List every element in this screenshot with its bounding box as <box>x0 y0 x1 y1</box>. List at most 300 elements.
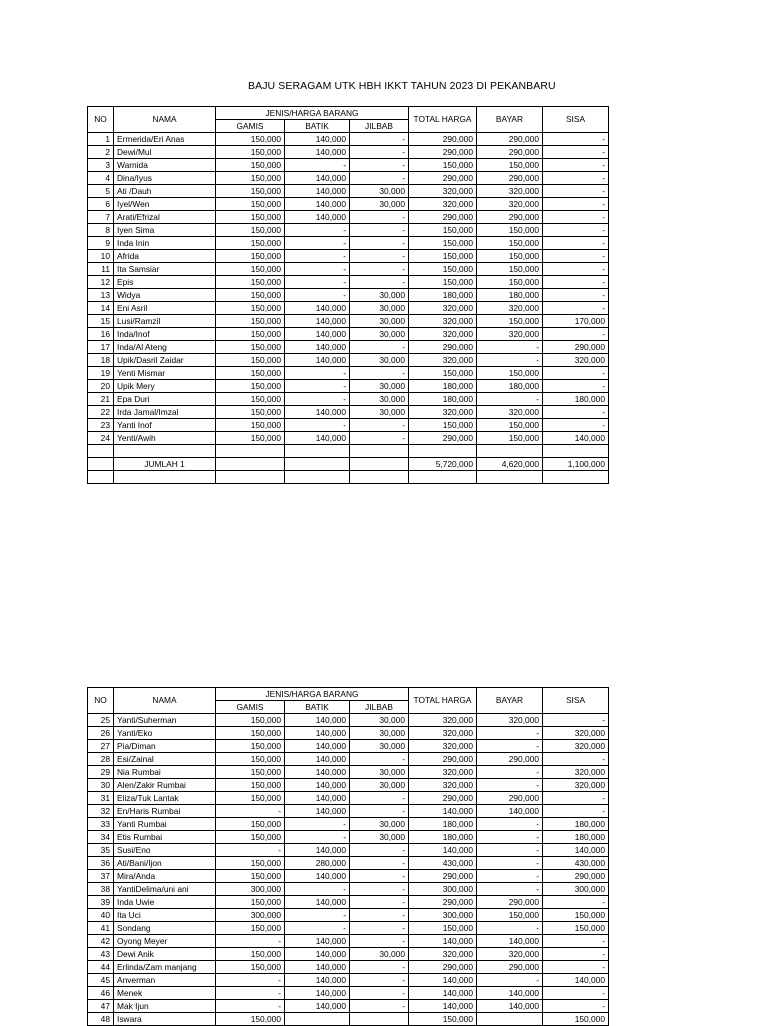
cell-jilbab: 30,000 <box>350 302 409 315</box>
cell-total: 180,000 <box>409 289 477 302</box>
cell-jilbab: - <box>350 1000 409 1013</box>
cell-jilbab: - <box>350 792 409 805</box>
blank-row <box>88 445 609 458</box>
table-row <box>88 883 609 896</box>
cell-batik: 140,000 <box>285 779 350 792</box>
header-jenis-harga: JENIS/HARGA BARANG <box>216 107 409 120</box>
cell-no: 27 <box>88 740 114 753</box>
cell-bayar: 150,000 <box>477 276 543 289</box>
cell-batik: 140,000 <box>285 328 350 341</box>
cell-gamis: 150,000 <box>216 393 285 406</box>
cell-total: 320,000 <box>409 354 477 367</box>
cell-sisa: 140,000 <box>543 974 609 987</box>
cell-jilbab: 30,000 <box>350 198 409 211</box>
cell-sisa: 170,000 <box>543 315 609 328</box>
cell-nama: Yanti Inof <box>114 419 216 432</box>
cell-jilbab: 30,000 <box>350 766 409 779</box>
cell-sisa: - <box>543 380 609 393</box>
cell-nama: Inda/Inof <box>114 328 216 341</box>
cell-no: 32 <box>88 805 114 818</box>
cell-nama: Upik/Dasril Zaidar <box>114 354 216 367</box>
table-row <box>88 393 609 406</box>
cell-nama: Esi/Zainal <box>114 753 216 766</box>
cell-bayar: 290,000 <box>477 172 543 185</box>
cell-no: 35 <box>88 844 114 857</box>
cell-total: 320,000 <box>409 727 477 740</box>
cell-no: 19 <box>88 367 114 380</box>
cell-gamis: 150,000 <box>216 753 285 766</box>
cell-batik: 140,000 <box>285 133 350 146</box>
table-row <box>88 766 609 779</box>
cell-jilbab: 30,000 <box>350 948 409 961</box>
cell-total: 140,000 <box>409 935 477 948</box>
cell-nama: Susi/Eno <box>114 844 216 857</box>
cell-jilbab: - <box>350 250 409 263</box>
cell-jilbab: - <box>350 237 409 250</box>
table-row <box>88 354 609 367</box>
cell-nama: Yenti Mismar <box>114 367 216 380</box>
cell-batik: - <box>285 419 350 432</box>
cell-batik: 140,000 <box>285 302 350 315</box>
cell-bayar: 290,000 <box>477 133 543 146</box>
cell-no: 12 <box>88 276 114 289</box>
cell-gamis: 150,000 <box>216 276 285 289</box>
cell-sisa: - <box>543 805 609 818</box>
cell-total: 150,000 <box>409 250 477 263</box>
header-sisa: SISA <box>543 688 609 714</box>
cell-no: 40 <box>88 909 114 922</box>
cell-gamis: 150,000 <box>216 818 285 831</box>
table-row <box>88 276 609 289</box>
cell-no: 44 <box>88 961 114 974</box>
cell-jilbab: - <box>350 753 409 766</box>
cell-batik: - <box>285 831 350 844</box>
cell-gamis: 150,000 <box>216 263 285 276</box>
cell-total: 180,000 <box>409 831 477 844</box>
cell-total: 290,000 <box>409 133 477 146</box>
cell-no: 8 <box>88 224 114 237</box>
cell-gamis: 150,000 <box>216 1013 285 1026</box>
table-row <box>88 237 609 250</box>
cell-bayar: 150,000 <box>477 159 543 172</box>
header-sisa: SISA <box>543 107 609 133</box>
cell-no: 7 <box>88 211 114 224</box>
cell-no: 21 <box>88 393 114 406</box>
cell-batik: 140,000 <box>285 766 350 779</box>
cell-total: 320,000 <box>409 328 477 341</box>
cell-gamis: 150,000 <box>216 250 285 263</box>
cell-batik: 140,000 <box>285 935 350 948</box>
cell-gamis: 150,000 <box>216 766 285 779</box>
cell-gamis: 150,000 <box>216 302 285 315</box>
cell-no: 6 <box>88 198 114 211</box>
table-2-body <box>88 714 609 1026</box>
table-row <box>88 844 609 857</box>
cell-total: 140,000 <box>409 1000 477 1013</box>
cell-bayar: 320,000 <box>477 328 543 341</box>
cell-batik: - <box>285 237 350 250</box>
cell-no: 22 <box>88 406 114 419</box>
cell-no: 28 <box>88 753 114 766</box>
cell-batik: - <box>285 922 350 935</box>
table-row <box>88 753 609 766</box>
cell-no: 31 <box>88 792 114 805</box>
cell-sisa: - <box>543 133 609 146</box>
cell-batik: - <box>285 818 350 831</box>
cell-total: 430,000 <box>409 857 477 870</box>
cell-sisa: - <box>543 961 609 974</box>
cell-batik: 140,000 <box>285 844 350 857</box>
cell-batik: 140,000 <box>285 714 350 727</box>
cell-bayar: 320,000 <box>477 714 543 727</box>
summary-bayar: 4,620,000 <box>477 458 543 471</box>
table-row <box>88 909 609 922</box>
cell-jilbab: - <box>350 896 409 909</box>
cell-gamis: 150,000 <box>216 961 285 974</box>
cell-total: 290,000 <box>409 211 477 224</box>
cell-total: 140,000 <box>409 974 477 987</box>
cell-gamis: 150,000 <box>216 857 285 870</box>
cell-nama: Yenti/Awih <box>114 432 216 445</box>
cell-jilbab: - <box>350 211 409 224</box>
cell-sisa: - <box>543 714 609 727</box>
table-row <box>88 948 609 961</box>
cell-gamis: 150,000 <box>216 198 285 211</box>
cell-no: 10 <box>88 250 114 263</box>
table-row <box>88 419 609 432</box>
table-row <box>88 961 609 974</box>
cell-batik: 140,000 <box>285 974 350 987</box>
cell-gamis: - <box>216 1000 285 1013</box>
cell-gamis: 150,000 <box>216 172 285 185</box>
header-nama: NAMA <box>114 688 216 714</box>
cell-batik: 140,000 <box>285 185 350 198</box>
cell-total: 150,000 <box>409 367 477 380</box>
cell-bayar: 150,000 <box>477 909 543 922</box>
cell-no: 17 <box>88 341 114 354</box>
cell-batik: - <box>285 393 350 406</box>
cell-bayar: - <box>477 883 543 896</box>
cell-bayar: 290,000 <box>477 896 543 909</box>
table-row <box>88 133 609 146</box>
cell-total: 320,000 <box>409 779 477 792</box>
cell-bayar: - <box>477 857 543 870</box>
cell-bayar: 180,000 <box>477 380 543 393</box>
cell-nama: Iyel/Wen <box>114 198 216 211</box>
cell-bayar: 140,000 <box>477 987 543 1000</box>
cell-bayar: 290,000 <box>477 211 543 224</box>
cell-total: 150,000 <box>409 159 477 172</box>
order-table-2 <box>87 687 609 1026</box>
table-row <box>88 367 609 380</box>
cell-gamis: 150,000 <box>216 133 285 146</box>
cell-jilbab: 30,000 <box>350 354 409 367</box>
cell-batik: - <box>285 224 350 237</box>
cell-bayar: - <box>477 831 543 844</box>
cell-sisa: - <box>543 172 609 185</box>
table-row <box>88 779 609 792</box>
cell-jilbab: - <box>350 870 409 883</box>
cell-total: 150,000 <box>409 263 477 276</box>
cell-jilbab: 30,000 <box>350 393 409 406</box>
cell-nama: Anverman <box>114 974 216 987</box>
cell-batik: 140,000 <box>285 870 350 883</box>
cell-bayar: - <box>477 870 543 883</box>
cell-gamis: 150,000 <box>216 289 285 302</box>
table-row <box>88 302 609 315</box>
cell-no: 15 <box>88 315 114 328</box>
cell-total: 150,000 <box>409 276 477 289</box>
cell-jilbab: - <box>350 432 409 445</box>
cell-bayar: - <box>477 818 543 831</box>
cell-sisa: - <box>543 302 609 315</box>
cell-gamis: 150,000 <box>216 727 285 740</box>
table-row <box>88 198 609 211</box>
cell-sisa: 150,000 <box>543 909 609 922</box>
cell-sisa: 290,000 <box>543 341 609 354</box>
table-1-footer <box>88 445 609 484</box>
cell-gamis: 150,000 <box>216 380 285 393</box>
cell-jilbab: 30,000 <box>350 328 409 341</box>
cell-total: 150,000 <box>409 922 477 935</box>
cell-jilbab: - <box>350 224 409 237</box>
cell-jilbab: 30,000 <box>350 289 409 302</box>
cell-batik: 140,000 <box>285 1000 350 1013</box>
cell-no: 5 <box>88 185 114 198</box>
cell-batik: 140,000 <box>285 727 350 740</box>
table-row <box>88 922 609 935</box>
summary-sisa: 1,100,000 <box>543 458 609 471</box>
cell-jilbab: - <box>350 341 409 354</box>
header-batik: BATIK <box>285 701 350 714</box>
cell-total: 290,000 <box>409 341 477 354</box>
table-row <box>88 805 609 818</box>
cell-jilbab: - <box>350 935 409 948</box>
blank-row <box>88 471 609 484</box>
cell-nama: Sondang <box>114 922 216 935</box>
cell-nama: Alen/Zakir Rumbai <box>114 779 216 792</box>
cell-total: 320,000 <box>409 198 477 211</box>
cell-bayar: - <box>477 974 543 987</box>
header-bayar: BAYAR <box>477 107 543 133</box>
cell-batik: 140,000 <box>285 315 350 328</box>
cell-sisa: - <box>543 185 609 198</box>
cell-nama: Mira/Anda <box>114 870 216 883</box>
cell-gamis: 150,000 <box>216 224 285 237</box>
cell-gamis: 150,000 <box>216 367 285 380</box>
cell-bayar: 150,000 <box>477 432 543 445</box>
cell-gamis: 150,000 <box>216 419 285 432</box>
cell-gamis: 150,000 <box>216 237 285 250</box>
cell-jilbab: - <box>350 961 409 974</box>
cell-bayar: 150,000 <box>477 224 543 237</box>
cell-total: 290,000 <box>409 172 477 185</box>
cell-nama: Afrida <box>114 250 216 263</box>
cell-total: 320,000 <box>409 766 477 779</box>
cell-bayar: 290,000 <box>477 792 543 805</box>
cell-bayar: - <box>477 354 543 367</box>
header-nama: NAMA <box>114 107 216 133</box>
cell-batik: - <box>285 380 350 393</box>
cell-bayar: - <box>477 844 543 857</box>
cell-sisa: - <box>543 328 609 341</box>
cell-jilbab: - <box>350 133 409 146</box>
table-row <box>88 185 609 198</box>
cell-batik: 140,000 <box>285 406 350 419</box>
cell-nama: Erlinda/Zam manjang <box>114 961 216 974</box>
summary-total: 5,720,000 <box>409 458 477 471</box>
cell-jilbab: - <box>350 857 409 870</box>
cell-sisa: - <box>543 367 609 380</box>
cell-sisa: - <box>543 753 609 766</box>
cell-jilbab: - <box>350 419 409 432</box>
cell-bayar: 320,000 <box>477 406 543 419</box>
cell-sisa: - <box>543 1000 609 1013</box>
cell-nama: Lusi/Ramzil <box>114 315 216 328</box>
cell-bayar: 140,000 <box>477 1000 543 1013</box>
table-row <box>88 328 609 341</box>
cell-sisa: - <box>543 935 609 948</box>
cell-bayar: 290,000 <box>477 753 543 766</box>
cell-gamis: - <box>216 805 285 818</box>
cell-total: 290,000 <box>409 146 477 159</box>
cell-no: 24 <box>88 432 114 445</box>
cell-batik: - <box>285 263 350 276</box>
header-batik: BATIK <box>285 120 350 133</box>
table-row <box>88 315 609 328</box>
order-table-1 <box>87 106 609 484</box>
cell-total: 320,000 <box>409 740 477 753</box>
cell-jilbab: - <box>350 844 409 857</box>
cell-gamis: - <box>216 987 285 1000</box>
cell-sisa: - <box>543 289 609 302</box>
cell-nama: Menek <box>114 987 216 1000</box>
cell-bayar: 150,000 <box>477 419 543 432</box>
table-row <box>88 380 609 393</box>
table-row <box>88 896 609 909</box>
cell-sisa: 320,000 <box>543 779 609 792</box>
cell-total: 150,000 <box>409 1013 477 1026</box>
cell-nama: Yanti Rumbai <box>114 818 216 831</box>
cell-batik: 140,000 <box>285 896 350 909</box>
cell-nama: Epis <box>114 276 216 289</box>
header-total-harga: TOTAL HARGA <box>409 107 477 133</box>
table-row <box>88 224 609 237</box>
cell-sisa: - <box>543 237 609 250</box>
cell-gamis: 150,000 <box>216 328 285 341</box>
cell-sisa: 140,000 <box>543 844 609 857</box>
cell-gamis: 150,000 <box>216 341 285 354</box>
cell-jilbab: 30,000 <box>350 727 409 740</box>
cell-sisa: 320,000 <box>543 354 609 367</box>
cell-nama: Iyen Sima <box>114 224 216 237</box>
table-row <box>88 935 609 948</box>
cell-total: 300,000 <box>409 883 477 896</box>
table-row <box>88 289 609 302</box>
cell-bayar: - <box>477 766 543 779</box>
cell-nama: Ati /Dauh <box>114 185 216 198</box>
cell-sisa: - <box>543 896 609 909</box>
cell-sisa: 180,000 <box>543 818 609 831</box>
cell-gamis: 150,000 <box>216 740 285 753</box>
cell-total: 140,000 <box>409 805 477 818</box>
table-row <box>88 792 609 805</box>
cell-batik: - <box>285 367 350 380</box>
cell-nama: Yanti/Eko <box>114 727 216 740</box>
cell-batik: 140,000 <box>285 354 350 367</box>
cell-jilbab: - <box>350 276 409 289</box>
cell-batik: 280,000 <box>285 857 350 870</box>
cell-no: 33 <box>88 818 114 831</box>
table-row <box>88 211 609 224</box>
cell-total: 290,000 <box>409 792 477 805</box>
cell-total: 150,000 <box>409 237 477 250</box>
cell-nama: Iswara <box>114 1013 216 1026</box>
header-bayar: BAYAR <box>477 688 543 714</box>
cell-gamis: 150,000 <box>216 870 285 883</box>
cell-total: 150,000 <box>409 224 477 237</box>
cell-batik: - <box>285 909 350 922</box>
cell-nama: Dewi/Mul <box>114 146 216 159</box>
table-row <box>88 432 609 445</box>
cell-nama: Ermerida/Eri Anas <box>114 133 216 146</box>
cell-no: 48 <box>88 1013 114 1026</box>
cell-jilbab: 30,000 <box>350 818 409 831</box>
cell-total: 320,000 <box>409 185 477 198</box>
cell-gamis: 150,000 <box>216 185 285 198</box>
header-gamis: GAMIS <box>216 120 285 133</box>
cell-batik: 140,000 <box>285 146 350 159</box>
cell-sisa: - <box>543 792 609 805</box>
header-gamis: GAMIS <box>216 701 285 714</box>
cell-jilbab: - <box>350 159 409 172</box>
cell-total: 320,000 <box>409 714 477 727</box>
cell-bayar: 150,000 <box>477 250 543 263</box>
cell-nama: Inda Uwie <box>114 896 216 909</box>
summary-row <box>88 458 609 471</box>
cell-sisa: 180,000 <box>543 831 609 844</box>
cell-gamis: 150,000 <box>216 211 285 224</box>
table-row <box>88 870 609 883</box>
cell-jilbab: - <box>350 883 409 896</box>
cell-no: 38 <box>88 883 114 896</box>
cell-no: 18 <box>88 354 114 367</box>
cell-gamis: 150,000 <box>216 406 285 419</box>
cell-jilbab: 30,000 <box>350 406 409 419</box>
table-row <box>88 740 609 753</box>
cell-jilbab: 30,000 <box>350 779 409 792</box>
cell-sisa: 290,000 <box>543 870 609 883</box>
cell-bayar: 290,000 <box>477 146 543 159</box>
table-row <box>88 250 609 263</box>
cell-nama: Nia Rumbai <box>114 766 216 779</box>
cell-no: 20 <box>88 380 114 393</box>
cell-batik: 140,000 <box>285 961 350 974</box>
cell-nama: Arati/Efrizal <box>114 211 216 224</box>
cell-sisa: - <box>543 250 609 263</box>
cell-no: 30 <box>88 779 114 792</box>
cell-sisa: 320,000 <box>543 766 609 779</box>
cell-gamis: 150,000 <box>216 159 285 172</box>
cell-bayar: 320,000 <box>477 302 543 315</box>
cell-nama: Dewi Anik <box>114 948 216 961</box>
table-row <box>88 818 609 831</box>
cell-nama: Eliza/Tuk Lantak <box>114 792 216 805</box>
cell-total: 320,000 <box>409 315 477 328</box>
table-row <box>88 857 609 870</box>
cell-gamis: - <box>216 935 285 948</box>
cell-batik: - <box>285 289 350 302</box>
